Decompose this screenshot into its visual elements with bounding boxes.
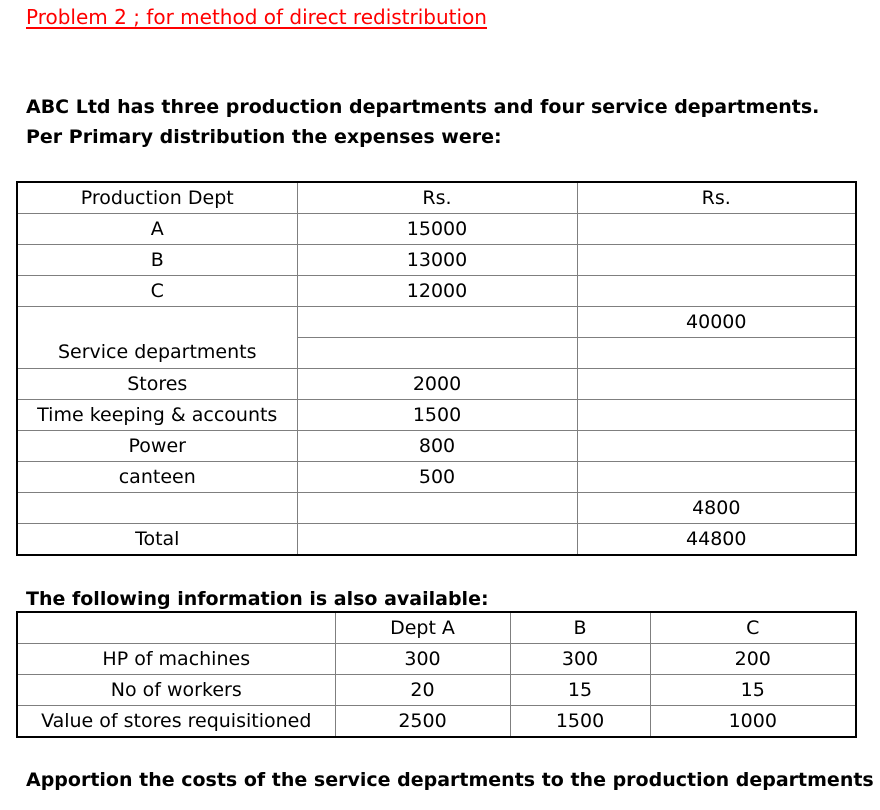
dept-a-value: 20 xyxy=(335,675,510,706)
dept-label: C xyxy=(17,276,297,307)
service-amount: 2000 xyxy=(297,369,577,400)
header-dept-b: B xyxy=(510,612,650,644)
service-label: Stores xyxy=(17,369,297,400)
information-table xyxy=(16,611,857,738)
table-row xyxy=(17,644,856,675)
service-amount: 500 xyxy=(297,462,577,493)
dept-a-value: 2500 xyxy=(335,706,510,738)
production-subtotal: 40000 xyxy=(577,307,856,338)
total-amount-cell xyxy=(297,524,577,556)
dept-total-cell xyxy=(577,214,856,245)
table-row xyxy=(17,245,856,276)
production-subtotal-row xyxy=(17,307,856,338)
service-total-cell xyxy=(577,400,856,431)
dept-c-value: 15 xyxy=(650,675,856,706)
dept-amount: 13000 xyxy=(297,245,577,276)
task-instruction: Apportion the costs of the service departments to the production departments xyxy=(26,769,874,791)
service-header-row xyxy=(17,338,856,369)
dept-c-value: 200 xyxy=(650,644,856,675)
table-row xyxy=(17,369,856,400)
header-rs-total: Rs. xyxy=(577,182,856,214)
dept-total-cell xyxy=(577,245,856,276)
header-dept-c: C xyxy=(650,612,856,644)
table-row xyxy=(17,706,856,738)
service-header-amount-cell xyxy=(297,338,577,369)
service-departments-heading: Service departments xyxy=(17,338,297,369)
info-heading: The following information is also available: xyxy=(26,588,489,610)
dept-label: B xyxy=(17,245,297,276)
table-header-row xyxy=(17,182,856,214)
table-row xyxy=(17,400,856,431)
grand-total: 44800 xyxy=(577,524,856,556)
dept-b-value: 300 xyxy=(510,644,650,675)
total-row xyxy=(17,524,856,556)
dept-label: A xyxy=(17,214,297,245)
header-dept-a: Dept A xyxy=(335,612,510,644)
service-subtotal: 4800 xyxy=(577,493,856,524)
dept-amount: 12000 xyxy=(297,276,577,307)
basis-label: Value of stores requisitioned xyxy=(17,706,335,738)
header-production-dept: Production Dept xyxy=(17,182,297,214)
header-rs-amount: Rs. xyxy=(297,182,577,214)
problem-heading: Problem 2 ; for method of direct redistribution xyxy=(26,5,487,29)
expenses-table xyxy=(16,181,857,556)
header-blank-cell xyxy=(17,612,335,644)
service-label: Time keeping & accounts xyxy=(17,400,297,431)
table-header-row xyxy=(17,612,856,644)
service-label: canteen xyxy=(17,462,297,493)
intro-paragraph: ABC Ltd has three production departments and four service departments. Per Primary distribution the expenses were: xyxy=(26,96,820,148)
dept-b-value: 1500 xyxy=(510,706,650,738)
service-amount: 1500 xyxy=(297,400,577,431)
dept-a-value: 300 xyxy=(335,644,510,675)
dept-amount: 15000 xyxy=(297,214,577,245)
subtotal-label-cell xyxy=(17,307,297,338)
service-header-total-cell xyxy=(577,338,856,369)
subtotal-amount-cell xyxy=(297,307,577,338)
table-row xyxy=(17,675,856,706)
table-row xyxy=(17,462,856,493)
service-total-cell xyxy=(577,431,856,462)
service-amount: 800 xyxy=(297,431,577,462)
subtotal-amount-cell xyxy=(297,493,577,524)
dept-total-cell xyxy=(577,276,856,307)
service-subtotal-row xyxy=(17,493,856,524)
table-row xyxy=(17,276,856,307)
table-row xyxy=(17,214,856,245)
basis-label: No of workers xyxy=(17,675,335,706)
dept-c-value: 1000 xyxy=(650,706,856,738)
table-row xyxy=(17,431,856,462)
basis-label: HP of machines xyxy=(17,644,335,675)
service-total-cell xyxy=(577,462,856,493)
total-label: Total xyxy=(17,524,297,556)
subtotal-label-cell xyxy=(17,493,297,524)
dept-b-value: 15 xyxy=(510,675,650,706)
service-total-cell xyxy=(577,369,856,400)
service-label: Power xyxy=(17,431,297,462)
